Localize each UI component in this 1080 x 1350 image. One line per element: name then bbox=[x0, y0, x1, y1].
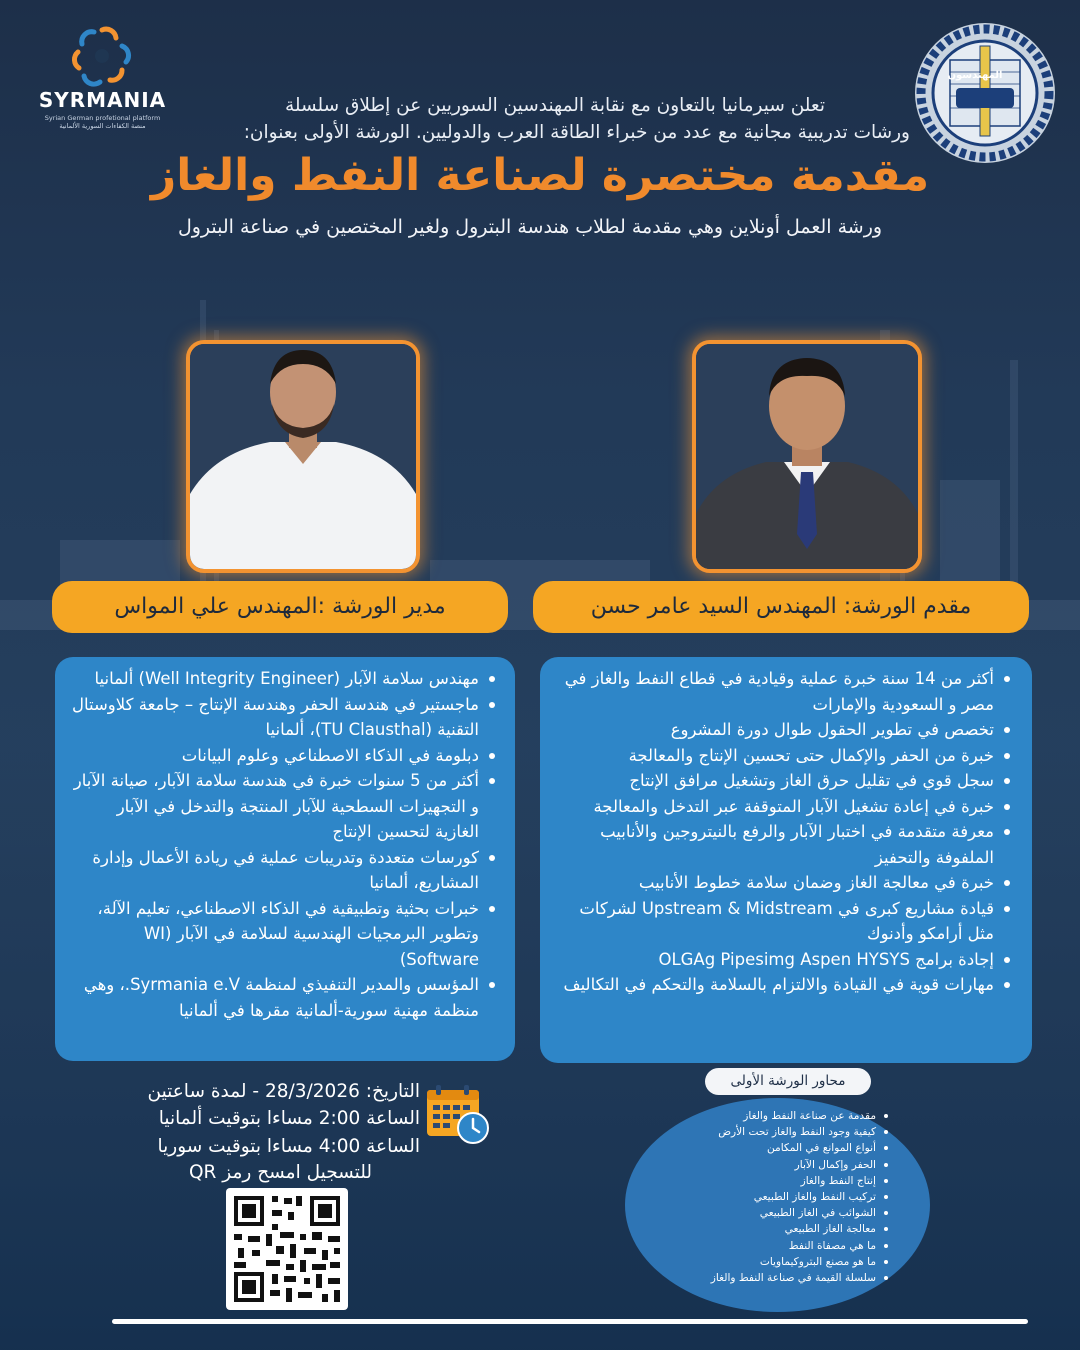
manager-role-pill: مدير الورشة :المهندس علي المواس bbox=[52, 581, 508, 633]
topic-item: مقدمة عن صناعة النفط والغاز bbox=[650, 1108, 890, 1124]
topic-item: الشوائب في الغاز الطبيعي bbox=[650, 1205, 890, 1221]
presenter-role-pill: مقدم الورشة: المهندس السيد عامر حسن bbox=[533, 581, 1029, 633]
brand-tagline-en: Syrian German profetional platform bbox=[44, 114, 161, 122]
schedule-time-syria: الساعة 4:00 مساءا بتوقيت سوريا bbox=[157, 1136, 420, 1157]
brand-tagline-ar: منصة الكفاءات السورية الألمانية bbox=[59, 122, 146, 130]
topic-item: إنتاج النفط والغاز bbox=[650, 1173, 890, 1189]
syrmania-logo-icon bbox=[70, 24, 134, 88]
topics-heading: محاور الورشة الأولى bbox=[705, 1068, 871, 1095]
brand-name: SYRMANIA bbox=[38, 88, 167, 112]
manager-bio-list bbox=[71, 666, 497, 1023]
manager-portrait-icon bbox=[190, 344, 416, 569]
manager-bio-item: المؤسس والمدير التنفيذي لمنظمة Syrmania e.V.، وهي منظمة مهنية سورية-ألمانية مقرها في ألمانيا bbox=[71, 972, 497, 1023]
union-logo-text: المهندسون bbox=[947, 70, 1003, 81]
presenter-bio-item: خبرة من الحفر والإكمال حتى تحسين الإنتاج والمعالجة bbox=[558, 743, 1012, 769]
topic-item: أنواع الموانع في المكامن bbox=[650, 1140, 890, 1156]
presenter-photo bbox=[692, 340, 922, 573]
calendar-clock-icon bbox=[424, 1084, 492, 1146]
workshop-subtitle: ورشة العمل أونلاين وهي مقدمة لطلاب هندسة البترول ولغير المختصين في صناعة البترول bbox=[177, 216, 883, 238]
presenter-bio-item: أكثر من 14 سنة خبرة عملية وقيادية في قطاع النفط والغاز في مصر و السعودية والإمارات bbox=[558, 666, 1012, 717]
workshop-title: مقدمة مختصرة لصناعة النفط والغاز bbox=[150, 150, 930, 201]
schedule-time-germany: الساعة 2:00 مساءا بتوقيت ألمانيا bbox=[158, 1108, 420, 1129]
manager-photo bbox=[186, 340, 420, 573]
presenter-bio-item: تخصص في تطوير الحقول طوال دورة المشروع bbox=[558, 717, 1012, 743]
bottom-divider bbox=[112, 1319, 1028, 1324]
manager-bio-item: كورسات متعددة وتدريبات عملية في ريادة الأعمال وإدارة المشاريع، ألمانيا bbox=[71, 845, 497, 896]
topic-item: ما هي مصفاة النفط bbox=[650, 1238, 890, 1254]
presenter-bio-item: مهارات قوية في القيادة والالتزام بالسلامة والتحكم في التكاليف bbox=[558, 972, 1012, 998]
topics-list bbox=[650, 1108, 890, 1286]
topic-item: الحفر وإكمال الآبار bbox=[650, 1157, 890, 1173]
manager-bio-item: خبرات بحثية وتطبيقية في الذكاء الاصطناعي، تعليم الآلة، وتطوير البرمجيات الهندسية لسلامة في الآبار (WI Software) bbox=[71, 896, 497, 973]
manager-bio-panel bbox=[55, 657, 515, 1061]
presenter-bio-item: خبرة في معالجة الغاز وضمان سلامة خطوط الأنابيب bbox=[558, 870, 1012, 896]
presenter-bio-panel bbox=[540, 657, 1032, 1063]
presenter-portrait-icon bbox=[696, 344, 918, 569]
engineers-union-seal-icon bbox=[912, 20, 1058, 166]
schedule-date: التاريخ: 28/3/2026 - لمدة ساعتين bbox=[147, 1081, 420, 1102]
intro-line-2: ورشات تدريبية مجانية مع عدد من خبراء الطاقة العرب والدوليين. الورشة الأولى بعنوان: bbox=[243, 122, 910, 143]
registration-qr-code[interactable] bbox=[226, 1188, 348, 1310]
topic-item: تركيب النفط والغاز الطبيعي bbox=[650, 1189, 890, 1205]
manager-bio-item: ماجستير في هندسة الحفر وهندسة الإنتاج – جامعة كلاوستال التقنية (TU Clausthal)، ألمانيا bbox=[71, 692, 497, 743]
qr-code-icon bbox=[226, 1188, 348, 1310]
presenter-bio-item: إجادة برامج OLGAg Pipesimg Aspen HYSYS bbox=[558, 947, 1012, 973]
topic-item: سلسلة القيمة في صناعة النفط والغاز bbox=[650, 1270, 890, 1286]
presenter-bio-item: معرفة متقدمة في اختبار الآبار والرفع بالنيتروجين والأنابيب الملفوفة والتحفيز bbox=[558, 819, 1012, 870]
topic-item: معالجة الغاز الطبيعي bbox=[650, 1221, 890, 1237]
presenter-bio-list bbox=[558, 666, 1012, 998]
presenter-bio-item: سجل قوي في تقليل حرق الغاز وتشغيل مرافق الإنتاج bbox=[558, 768, 1012, 794]
topic-item: ما هو مصنع البتروكيماويات bbox=[650, 1254, 890, 1270]
manager-bio-item: أكثر من 5 سنوات خبرة في هندسة سلامة الآبار، صيانة الآبار و التجهيزات السطحية للآبار المنتجة والتدخل في الآبار الغازية لتحسين الإنتاج bbox=[71, 768, 497, 845]
register-instruction: للتسجيل امسح رمز QR bbox=[189, 1162, 372, 1183]
topic-item: كيفية وجود النفط والغاز تحت الأرض bbox=[650, 1124, 890, 1140]
presenter-bio-item: قيادة مشاريع كبرى في Upstream & Midstream لشركات مثل أرامكو وأدنوك bbox=[558, 896, 1012, 947]
manager-bio-item: دبلومة في الذكاء الاصطناعي وعلوم البيانات bbox=[71, 743, 497, 769]
presenter-bio-item: خبرة في إعادة تشغيل الآبار المتوقفة عبر التدخل والمعالجة bbox=[558, 794, 1012, 820]
intro-line-1: تعلن سيرمانيا بالتعاون مع نقابة المهندسين السوريين عن إطلاق سلسلة bbox=[284, 95, 825, 116]
manager-bio-item: مهندس سلامة الآبار (Well Integrity Engineer) ألمانيا bbox=[71, 666, 497, 692]
